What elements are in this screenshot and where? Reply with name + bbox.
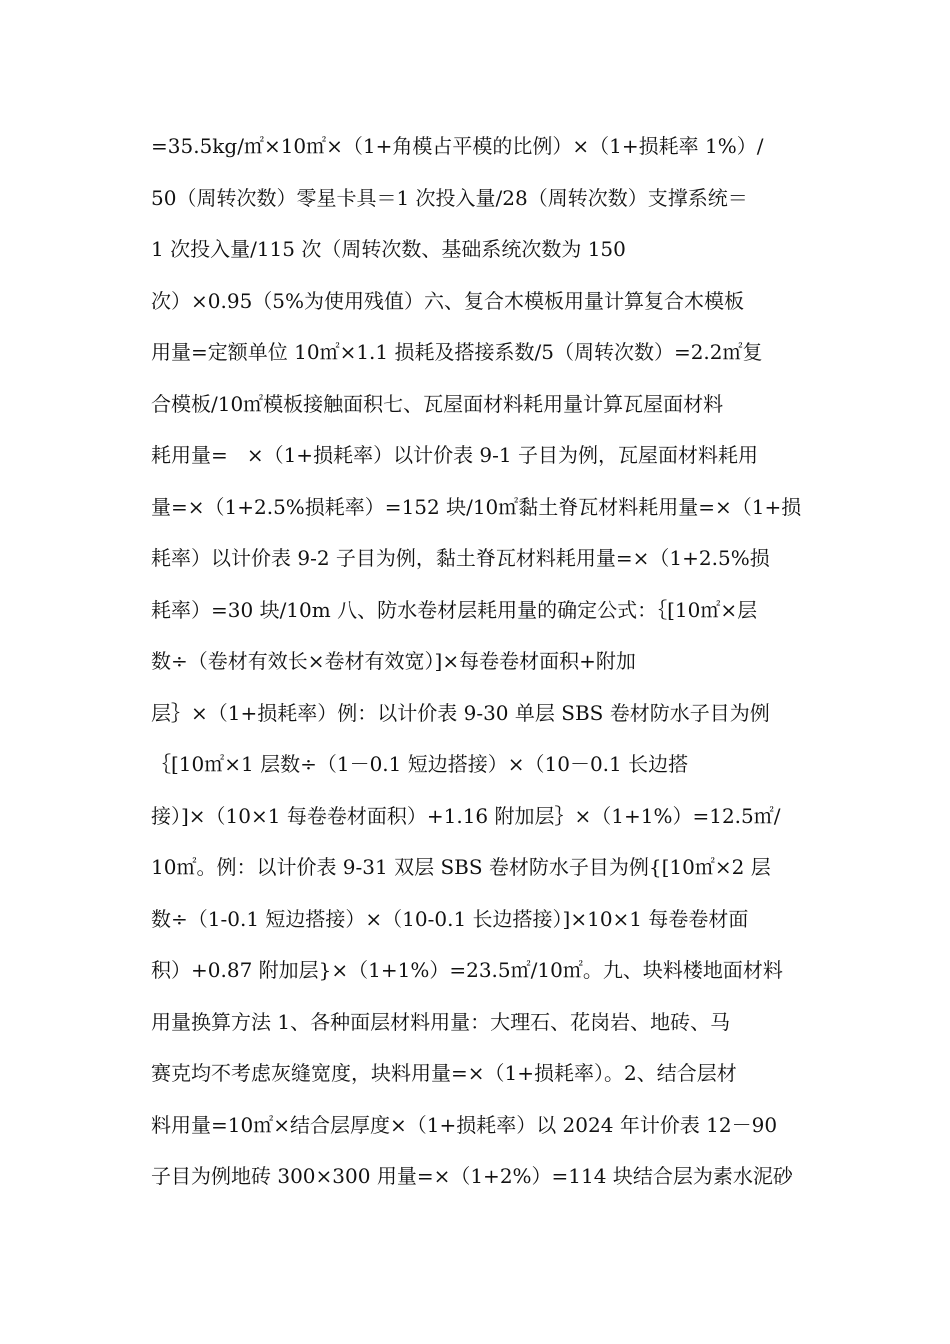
text-line-14: 接）]×（10×1 每卷卷材面积）+1.16 附加层｝×（1+1%）=12.5㎡/ (151, 803, 781, 828)
text-line-16: 数÷（1-0.1 短边搭接）×（10-0.1 长边搭接）]×10×1 每卷卷材面 (151, 906, 749, 931)
text-line-11: 数÷（卷材有效长×卷材有效宽）]×每卷卷材面积+附加 (151, 649, 636, 673)
text-line-8: 量=×（1+2.5%损耗率）=152 块/10㎡黏土脊瓦材料耗用量=×（1+损 (151, 494, 802, 519)
text-line-7: 耗用量= ×（1+损耗率）以计价表 9-1 子目为例，瓦屋面材料耗用 (151, 443, 758, 467)
text-line-1: =35.5kg/㎡×10㎡×（1+角模占平模的比例）×（1+损耗率 1%）/ (151, 134, 764, 158)
text-line-18: 用量换算方法 1、各种面层材料用量：大理石、花岗岩、地砖、马 (151, 1009, 731, 1034)
text-line-20: 料用量=10㎡×结合层厚度×（1+损耗率）以 2024 年计价表 12－90 (151, 1112, 778, 1137)
text-line-4: 次）×0.95（5%为使用残值）六、复合木模板用量计算复合木模板 (151, 288, 745, 313)
text-line-6: 合模板/10㎡模板接触面积七、瓦屋面材料耗用量计算瓦屋面材料 (151, 391, 724, 416)
text-line-5: 用量=定额单位 10㎡×1.1 损耗及搭接系数/5（周转次数）=2.2㎡复 (151, 340, 763, 364)
text-line-2: 50（周转次数）零星卡具＝1 次投入量/28（周转次数）支撑系统＝ (151, 185, 748, 210)
text-line-12: 层｝×（1+损耗率）例：以计价表 9-30 单层 SBS 卷材防水子目为例 (151, 700, 770, 725)
text-line-21: 子目为例地砖 300×300 用量=×（1+2%）=114 块结合层为素水泥砂 (151, 1164, 793, 1188)
text-line-10: 耗率）=30 块/10m 八、防水卷材层耗用量的确定公式：｛[10㎡×层 (151, 597, 758, 622)
text-line-3: 1 次投入量/115 次（周转次数、基础系统次数为 150 (151, 237, 626, 261)
body-text (151, 121, 811, 1203)
text-line-9: 耗率）以计价表 9-2 子目为例，黏土脊瓦材料耗用量=×（1+2.5%损 (151, 546, 770, 570)
text-line-15: 10㎡。例：以计价表 9-31 双层 SBS 卷材防水子目为例{[10㎡×2 层 (151, 855, 771, 879)
text-line-17: 积）+0.87 附加层}×（1+1%）=23.5㎡/10㎡。九、块料楼地面材料 (151, 958, 783, 982)
text-line-19: 赛克均不考虑灰缝宽度，块料用量=×（1+损耗率）。2、结合层材 (151, 1061, 737, 1085)
text-line-13: ｛[10㎡×1 层数÷（1－0.1 短边搭接）×（10－0.1 长边搭 (151, 752, 689, 776)
